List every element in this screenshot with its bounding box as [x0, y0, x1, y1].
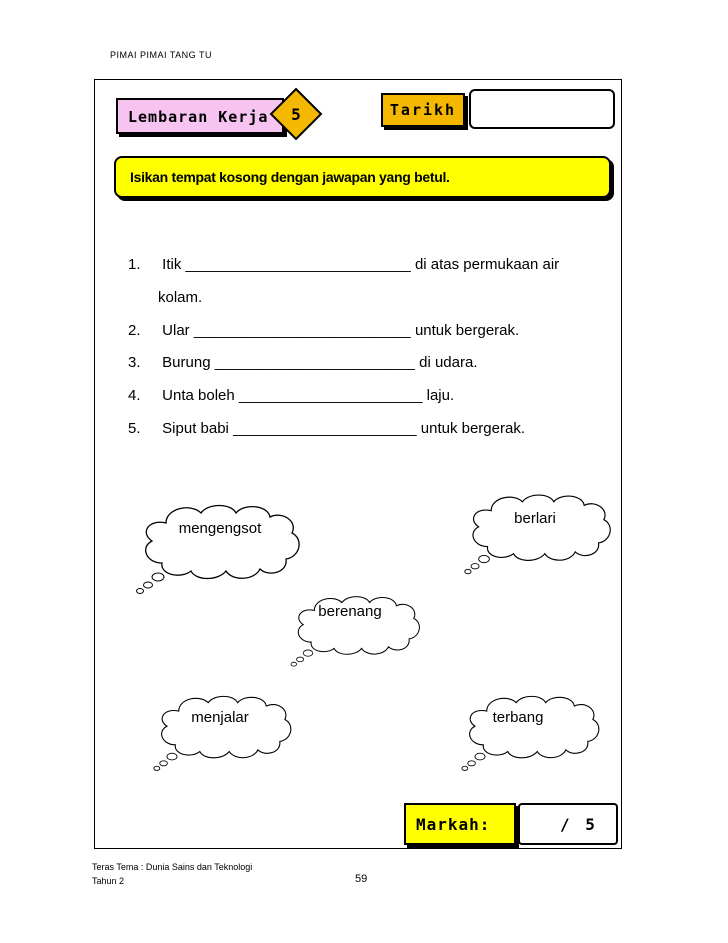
- question-text: Burung: [162, 354, 211, 371]
- answer-berenang: berenang: [318, 603, 382, 620]
- footer-year: Tahun 2: [92, 876, 125, 886]
- question-text: untuk bergerak.: [414, 322, 520, 339]
- answer-terbang: terbang: [492, 709, 544, 726]
- answer-cloud-terbang[interactable]: [448, 690, 608, 776]
- worksheet-number: 5: [291, 104, 301, 124]
- worksheet-label: Lembaran Kerja: [116, 98, 284, 134]
- question-text: Ular: [162, 322, 190, 339]
- page-number: 59: [355, 873, 368, 885]
- marks-score: / 5: [518, 803, 618, 845]
- question-number: 3.: [128, 354, 141, 371]
- instruction: Isikan tempat kosong dengan jawapan yang betul.: [114, 156, 611, 198]
- answer-berlari: berlari: [514, 510, 556, 527]
- answer-cloud-mengengsot[interactable]: [120, 503, 310, 595]
- question-2: [128, 322, 519, 339]
- question-5: [128, 420, 525, 437]
- date-label: Tarikh: [381, 93, 465, 127]
- question-1: [128, 256, 559, 273]
- question-text: di atas permukaan air: [414, 256, 560, 273]
- question-number: 1.: [128, 256, 141, 273]
- answer-mengengsot: mengengsot: [178, 520, 262, 537]
- question-3: [128, 354, 477, 371]
- header-text: PIMAI PIMAI TANG TU: [110, 50, 213, 60]
- footer-theme: Teras Tema : Dunia Sains dan Teknologi: [92, 862, 253, 872]
- answer-cloud-menjalar[interactable]: [140, 690, 300, 776]
- answer-blank[interactable]: ______________________: [238, 387, 423, 404]
- answer-blank[interactable]: ________________________: [214, 354, 415, 371]
- question-1-continuation: kolam.: [158, 289, 203, 306]
- question-text: untuk bergerak.: [420, 420, 525, 437]
- question-text: Siput babi: [162, 420, 229, 437]
- question-number: 5.: [128, 420, 141, 437]
- question-number: 2.: [128, 322, 141, 339]
- answer-blank[interactable]: __________________________: [193, 322, 411, 339]
- answer-cloud-berenang[interactable]: [278, 588, 428, 674]
- answer-menjalar: menjalar: [191, 709, 249, 726]
- marks-label: Markah:: [404, 803, 516, 845]
- question-text: Unta boleh: [162, 387, 235, 404]
- question-text: Itik: [162, 256, 182, 273]
- answer-blank[interactable]: ___________________________: [185, 256, 411, 273]
- question-text: laju.: [426, 387, 455, 404]
- date-field[interactable]: [469, 89, 615, 129]
- question-text: di udara.: [419, 354, 478, 371]
- answer-blank[interactable]: ______________________: [233, 420, 417, 437]
- answer-cloud-berlari[interactable]: [450, 490, 620, 578]
- question-4: [128, 387, 454, 404]
- question-number: 4.: [128, 387, 141, 404]
